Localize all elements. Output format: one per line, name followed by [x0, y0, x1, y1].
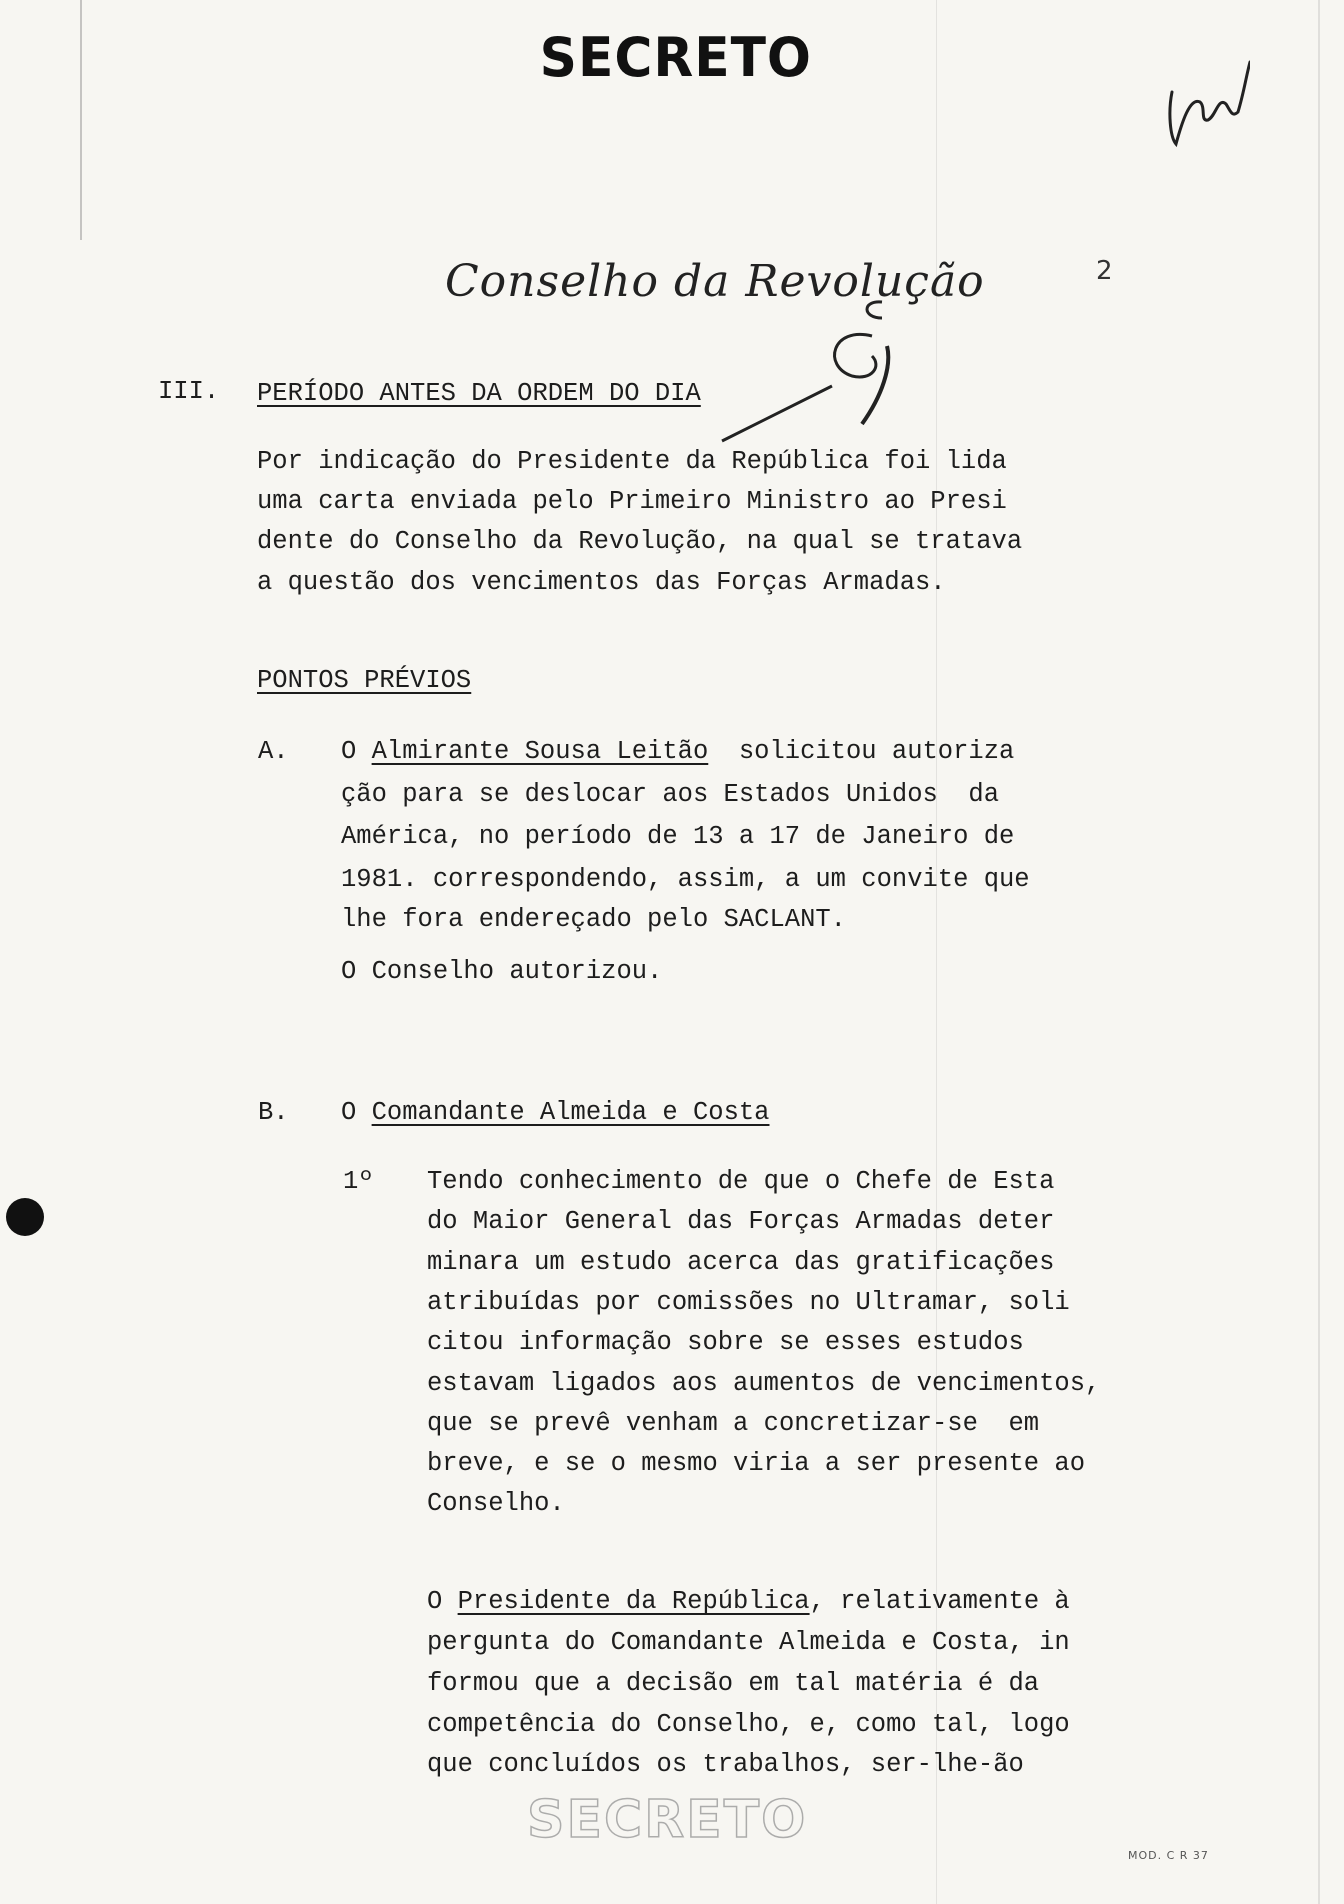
- reply-line: pergunta do Comandante Almeida e Costa, in: [427, 1628, 1070, 1657]
- scan-edge-left: [80, 0, 82, 240]
- item-a-line: ção para se deslocar aos Estados Unidos da: [341, 780, 1000, 809]
- subitem-line: minara um estudo acerca das gratificações: [427, 1248, 1055, 1277]
- signature-mark: [1160, 52, 1250, 152]
- item-a-line: América, no período de 13 a 17 de Janeiro de: [341, 822, 1015, 851]
- subitem-line: do Maior General das Forças Armadas deter: [427, 1207, 1055, 1236]
- section3-line: uma carta enviada pelo Primeiro Ministro ao Presi: [257, 487, 1007, 516]
- reply-line: competência do Conselho, e, como tal, logo: [427, 1710, 1070, 1739]
- punch-hole: [6, 1198, 44, 1236]
- item-a-prefix: O: [341, 737, 372, 766]
- reply-line: que concluídos os trabalhos, ser-lhe-ão: [427, 1750, 1024, 1779]
- item-a-line: lhe fora endereçado pelo SACLANT.: [341, 905, 846, 934]
- section3-line: dente do Conselho da Revolução, na qual se tratava: [257, 527, 1023, 556]
- item-a-marker: A.: [258, 737, 289, 766]
- section3-line: a questão dos vencimentos das Forças Armadas.: [257, 568, 946, 597]
- item-b-prefix: O: [341, 1098, 372, 1127]
- form-code: MOD. C R 37: [1128, 1849, 1209, 1862]
- reply-line: [427, 1589, 1070, 1615]
- item-a-line: [341, 739, 1014, 765]
- subitem-number: 1º: [343, 1167, 374, 1196]
- subitem-line: que se prevê venham a concretizar-se em: [427, 1409, 1040, 1438]
- item-a-suffix: solicitou autoriza: [708, 737, 1015, 766]
- subitem-line: breve, e se o mesmo viria a ser presente ao: [427, 1449, 1086, 1478]
- item-a-person: Almirante Sousa Leitão: [371, 737, 709, 766]
- handwritten-initials: [712, 296, 912, 446]
- item-b-person: Comandante Almeida e Costa: [371, 1098, 770, 1127]
- item-a-decision: O Conselho autorizou.: [341, 957, 663, 986]
- item-a-line: 1981. correspondendo, assim, a um convite que: [341, 865, 1030, 894]
- pontos-previos-heading: PONTOS PRÉVIOS: [257, 666, 472, 695]
- reply-prefix: O: [427, 1587, 458, 1616]
- section-title: PERÍODO ANTES DA ORDEM DO DIA: [257, 379, 701, 408]
- subitem-line: atribuídas por comissões no Ultramar, soli: [427, 1288, 1070, 1317]
- scan-edge-right: [1318, 0, 1320, 1904]
- section-number: III.: [158, 377, 220, 406]
- letterhead: Conselho da Revolução: [445, 256, 985, 307]
- item-b-line: [341, 1100, 769, 1126]
- subitem-line: estavam ligados aos aumentos de vencimentos,: [427, 1369, 1101, 1398]
- secret-stamp-bottom: SECRETO: [527, 1790, 808, 1850]
- reply-suffix: , relativamente à: [809, 1587, 1070, 1616]
- subitem-line: Conselho.: [427, 1489, 565, 1518]
- reply-line: formou que a decisão em tal matéria é da: [427, 1669, 1040, 1698]
- reply-person: Presidente da República: [457, 1587, 810, 1616]
- subitem-line: Tendo conhecimento de que o Chefe de Esta: [427, 1167, 1055, 1196]
- subitem-line: citou informação sobre se esses estudos: [427, 1328, 1024, 1357]
- section3-line: Por indicação do Presidente da República foi lida: [257, 447, 1007, 476]
- secret-stamp-top: SECRETO: [539, 26, 812, 89]
- page-number-mark: 2: [1096, 256, 1113, 286]
- item-b-marker: B.: [258, 1098, 289, 1127]
